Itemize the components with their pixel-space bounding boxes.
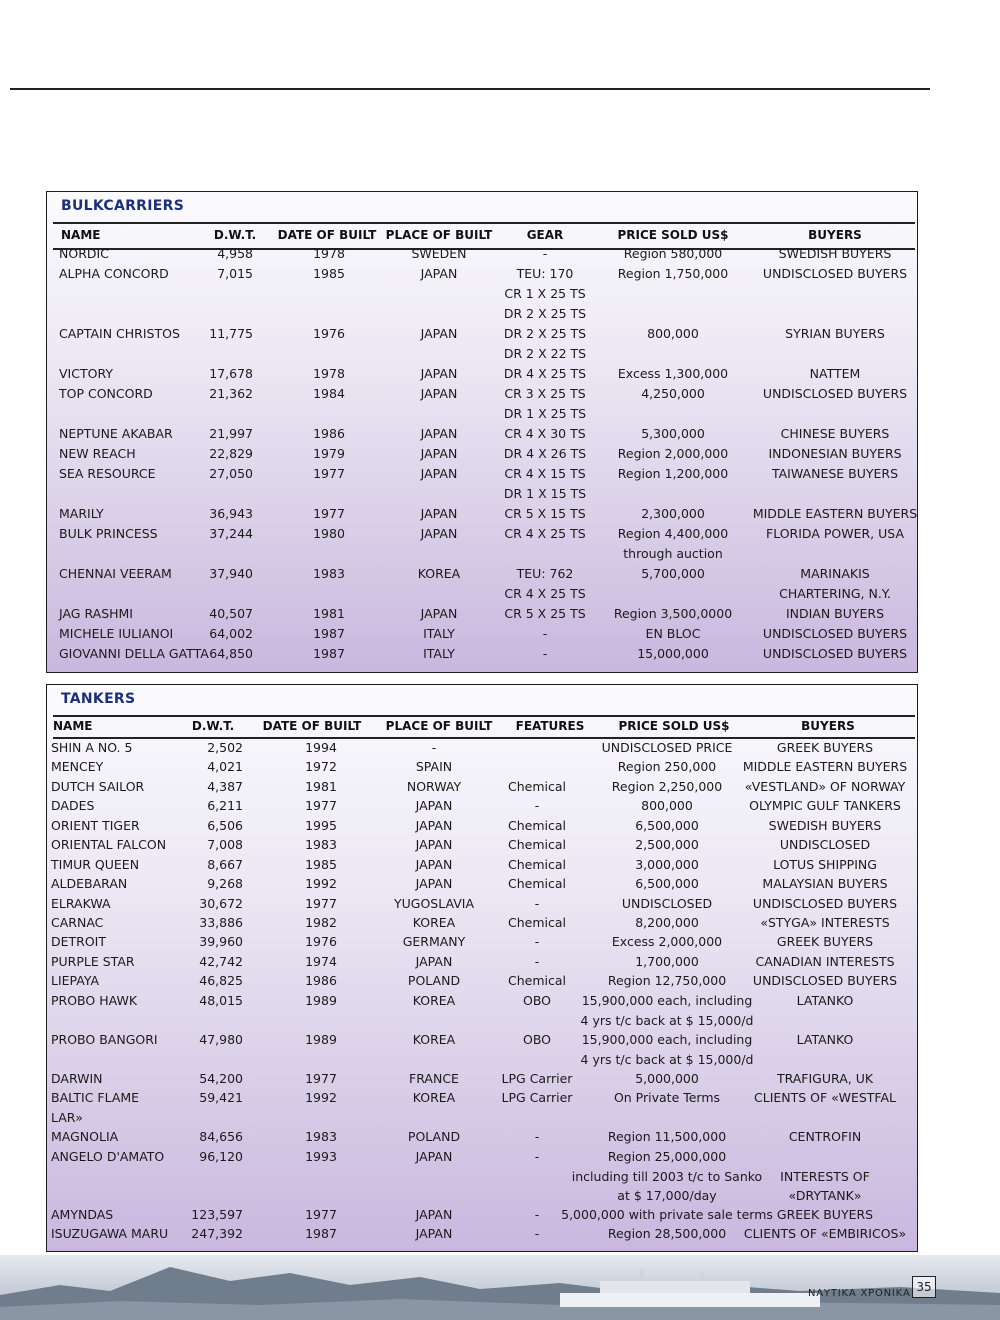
place-cell: JAPAN <box>415 1149 453 1164</box>
price-cell: 15,900,000 each, including <box>581 993 753 1008</box>
buyers-cell: GREEK BUYERS <box>776 740 874 755</box>
place-cell: JAPAN <box>415 954 453 969</box>
gear-cell: DR 1 X 15 TS <box>503 486 587 501</box>
year-cell: 1992 <box>305 1090 337 1105</box>
buyers-cell: MIDDLE EASTERN BUYERS <box>742 759 908 774</box>
name-cell: VICTORY <box>59 366 113 381</box>
year-cell: 1995 <box>305 818 337 833</box>
year-cell: 1992 <box>305 876 337 891</box>
magazine-name: ΝΑΥΤΙΚΑ ΧΡΟΝΙΚΑ <box>808 1288 911 1299</box>
place-cell: JAPAN <box>420 266 458 281</box>
name-cell: PROBO BANGORI <box>51 1032 158 1047</box>
buyers-cell: OLYMPIC GULF TANKERS <box>749 798 901 813</box>
name-cell: DARWIN <box>51 1071 103 1086</box>
dwt-cell: 36,943 <box>209 506 253 521</box>
year-cell: 1977 <box>313 506 345 521</box>
title-rule <box>53 715 915 717</box>
page-number: 35 <box>912 1276 936 1298</box>
place-cell: KOREA <box>412 1032 456 1047</box>
name-cell: GIOVANNI DELLA GATTA <box>59 646 209 661</box>
price-cell: 6,500,000 <box>635 818 699 833</box>
place-cell: JAPAN <box>415 818 453 833</box>
year-cell: 1989 <box>305 993 337 1008</box>
name-cell: BULK PRINCESS <box>59 526 158 541</box>
name-cell: MARILY <box>59 506 104 521</box>
dwt-cell: 48,015 <box>199 993 243 1008</box>
dwt-cell: 30,672 <box>199 896 243 911</box>
gear-cell: CR 4 X 30 TS <box>504 426 586 441</box>
gear-cell: CR 3 X 25 TS <box>504 386 586 401</box>
name-cell: TIMUR QUEEN <box>51 857 140 872</box>
dwt-cell: 37,244 <box>209 526 253 541</box>
buyers-cell: UNDISCLOSED BUYERS <box>762 626 908 641</box>
price-cell: Excess 2,000,000 <box>611 934 723 949</box>
dwt-cell: 4,387 <box>207 779 243 794</box>
dwt-cell: 6,506 <box>207 818 243 833</box>
buyers-cell: «STYGA» INTERESTS <box>760 915 890 930</box>
buyers-cell: INTERESTS OF <box>780 1168 870 1184</box>
buyers-cell: INDONESIAN BUYERS <box>768 446 902 461</box>
gear-cell: - <box>542 246 548 261</box>
buyers-cell: MIDDLE EASTERN BUYERS <box>752 506 918 521</box>
buyers-cell: UNDISCLOSED BUYERS <box>762 386 908 401</box>
buyers-cell: «DRYTANK» <box>788 1188 862 1203</box>
dwt-cell: 96,120 <box>199 1149 243 1164</box>
buyers-cell: UNDISCLOSED BUYERS <box>752 973 898 988</box>
place-cell: JAPAN <box>420 366 458 381</box>
place-cell: JAPAN <box>420 426 458 441</box>
name-cell: SHIN A NO. 5 <box>51 740 133 755</box>
features-cell: - <box>534 954 540 969</box>
buyers-cell: SYRIAN BUYERS <box>785 326 885 341</box>
price-cell: Region 2,000,000 <box>617 446 729 461</box>
dwt-cell: 4,958 <box>217 246 253 261</box>
dwt-cell: 64,850 <box>209 646 253 661</box>
features-cell: - <box>534 934 540 949</box>
name-cell: ALDEBARAN <box>51 876 128 891</box>
column-header-buyers: BUYERS <box>808 228 862 242</box>
place-cell: ITALY <box>423 626 455 641</box>
buyers-cell: CHARTERING, N.Y. <box>779 586 891 601</box>
column-header-name: NAME <box>53 719 93 733</box>
dwt-cell: 6,211 <box>207 798 243 813</box>
place-cell: JAPAN <box>420 446 458 461</box>
price-cell: 5,000,000 <box>635 1071 699 1086</box>
buyers-cell: UNDISCLOSED BUYERS <box>762 646 908 661</box>
gear-cell: - <box>542 626 548 641</box>
price-cell: Region 1,200,000 <box>617 466 729 481</box>
name-cell: NEW REACH <box>59 446 136 461</box>
price-cell: UNDISCLOSED PRICE <box>601 740 733 755</box>
column-header-gear: GEAR <box>526 228 564 242</box>
buyers-cell: TAIWANESE BUYERS <box>771 466 899 481</box>
dwt-cell: 11,775 <box>209 326 253 341</box>
features-cell: - <box>534 798 540 813</box>
buyers-cell: UNDISCLOSED BUYERS <box>752 896 898 911</box>
gear-cell: DR 4 X 25 TS <box>503 366 587 381</box>
price-cell: Region 250,000 <box>617 759 717 774</box>
place-cell: ITALY <box>423 646 455 661</box>
buyers-cell: TRAFIGURA, UK <box>776 1071 874 1086</box>
features-cell: OBO <box>522 993 552 1008</box>
features-cell: Chemical <box>508 779 566 794</box>
price-cell: Excess 1,300,000 <box>617 366 729 381</box>
price-cell: UNDISCLOSED <box>621 896 713 911</box>
name-cell: TOP CONCORD <box>59 386 153 401</box>
year-cell: 1980 <box>313 526 345 541</box>
place-cell: GERMANY <box>402 934 466 949</box>
year-cell: 1985 <box>313 266 345 281</box>
dwt-cell: 2,502 <box>207 740 243 755</box>
buyers-cell: GREEK BUYERS <box>776 934 874 949</box>
place-cell: YUGOSLAVIA <box>393 896 475 911</box>
gear-cell: TEU: 170 <box>516 266 574 281</box>
name-cell: LIEPAYA <box>51 973 100 988</box>
buyers-cell: CANADIAN INTERESTS <box>755 954 895 969</box>
buyers-cell: MALAYSIAN BUYERS <box>762 876 888 891</box>
dwt-cell: 47,980 <box>199 1032 243 1047</box>
name-cell: AMYNDAS <box>51 1207 114 1222</box>
place-cell: JAPAN <box>415 857 453 872</box>
year-cell: 1987 <box>305 1226 337 1241</box>
gear-cell: CR 4 X 25 TS <box>504 586 586 601</box>
gear-cell: TEU: 762 <box>516 566 574 581</box>
place-cell: JAPAN <box>415 837 453 852</box>
gear-cell: DR 2 X 22 TS <box>503 346 587 361</box>
price-cell: 2,300,000 <box>641 506 705 521</box>
features-cell: Chemical <box>508 837 566 852</box>
features-cell: - <box>534 1207 540 1222</box>
dwt-cell: 123,597 <box>191 1207 243 1222</box>
place-cell: KOREA <box>412 1090 456 1105</box>
price-cell: 800,000 <box>647 326 699 341</box>
features-cell: Chemical <box>508 973 566 988</box>
dwt-cell: 39,960 <box>199 934 243 949</box>
year-cell: 1983 <box>305 837 337 852</box>
price-cell: 4 yrs t/c back at $ 15,000/d <box>580 1012 754 1028</box>
features-cell: - <box>534 1129 540 1144</box>
price-cell: Region 1,750,000 <box>617 266 729 281</box>
bulkcarriers-table <box>46 191 918 673</box>
year-cell: 1977 <box>305 798 337 813</box>
dwt-cell: 21,362 <box>209 386 253 401</box>
year-cell: 1977 <box>305 1071 337 1086</box>
dwt-cell: 37,940 <box>209 566 253 581</box>
name-cell: ORIENT TIGER <box>51 818 140 833</box>
place-cell: SWEDEN <box>411 246 467 261</box>
year-cell: 1981 <box>305 779 337 794</box>
features-cell: - <box>534 1149 540 1164</box>
gear-cell: CR 5 X 25 TS <box>504 606 586 621</box>
price-cell: Region 28,500,000 <box>607 1226 727 1241</box>
place-cell: FRANCE <box>409 1071 459 1086</box>
name-cell: CARNAC <box>51 915 104 930</box>
name-cell: JAG RASHMI <box>59 606 133 621</box>
name-cell: ORIENTAL FALCON <box>51 837 167 852</box>
buyers-cell: LATANKO <box>796 993 854 1008</box>
buyers-cell: GREEK BUYERS <box>776 1207 874 1222</box>
features-cell: Chemical <box>508 818 566 833</box>
buyers-cell: CLIENTS OF «WESTFAL <box>754 1090 896 1105</box>
section-title: BULKCARRIERS <box>61 198 185 214</box>
place-cell: JAPAN <box>420 526 458 541</box>
price-cell: 4 yrs t/c back at $ 15,000/d <box>580 1051 754 1067</box>
year-cell: 1983 <box>313 566 345 581</box>
year-cell: 1993 <box>305 1149 337 1164</box>
year-cell: 1977 <box>305 896 337 911</box>
price-cell: EN BLOC <box>645 626 701 641</box>
name-cell: ANGELO D'AMATO <box>51 1149 165 1164</box>
column-header-place: PLACE OF BUILT <box>385 719 493 733</box>
dwt-cell: 33,886 <box>199 915 243 930</box>
year-cell: 1987 <box>313 646 345 661</box>
name-cell: CAPTAIN CHRISTOS <box>59 326 180 341</box>
year-cell: 1986 <box>313 426 345 441</box>
year-cell: 1978 <box>313 246 345 261</box>
gear-cell: DR 4 X 26 TS <box>503 446 587 461</box>
price-cell: 5,300,000 <box>641 426 705 441</box>
price-cell: including till 2003 t/c to Sanko <box>571 1168 763 1184</box>
place-cell: NORWAY <box>406 779 462 794</box>
dwt-cell: 27,050 <box>209 466 253 481</box>
price-cell: 8,200,000 <box>635 915 699 930</box>
place-cell: JAPAN <box>415 876 453 891</box>
dwt-cell: 42,742 <box>199 954 243 969</box>
year-cell: 1985 <box>305 857 337 872</box>
place-cell: - <box>431 740 437 755</box>
year-cell: 1982 <box>305 915 337 930</box>
dwt-cell: 54,200 <box>199 1071 243 1086</box>
column-header-buyers: BUYERS <box>801 719 855 733</box>
gear-cell: DR 2 X 25 TS <box>503 326 587 341</box>
name-cell: DETROIT <box>51 934 107 949</box>
buyers-cell: «VESTLAND» OF NORWAY <box>744 779 906 794</box>
buyers-cell: LOTUS SHIPPING <box>773 857 877 872</box>
year-cell: 1984 <box>313 386 345 401</box>
tankers-table <box>46 684 918 1252</box>
price-cell: 800,000 <box>641 798 693 813</box>
buyers-cell: NATTEM <box>809 366 861 381</box>
column-header-year: DATE OF BUILT <box>262 719 362 733</box>
column-header-features: FEATURES <box>515 719 585 733</box>
name-cell: NORDIC <box>59 246 109 261</box>
buyers-cell: UNDISCLOSED <box>779 837 871 852</box>
name-cell: CHENNAI VEERAM <box>59 566 172 581</box>
column-header-dwt: D.W.T. <box>191 719 235 733</box>
name-cell: PROBO HAWK <box>51 993 138 1008</box>
dwt-cell: 64,002 <box>209 626 253 641</box>
year-cell: 1986 <box>305 973 337 988</box>
dwt-cell: 46,825 <box>199 973 243 988</box>
price-cell: 5,000,000 with private sale terms <box>561 1207 773 1222</box>
name-cell: LAR» <box>51 1109 83 1125</box>
year-cell: 1976 <box>313 326 345 341</box>
buyers-cell: CHINESE BUYERS <box>780 426 890 441</box>
year-cell: 1978 <box>313 366 345 381</box>
price-cell: On Private Terms <box>613 1090 721 1105</box>
features-cell: - <box>534 1226 540 1241</box>
buyers-cell: LATANKO <box>796 1032 854 1047</box>
price-cell: Region 2,250,000 <box>611 779 723 794</box>
gear-cell: CR 4 X 15 TS <box>504 466 586 481</box>
name-cell: ELRAKWA <box>51 896 111 911</box>
dwt-cell: 40,507 <box>209 606 253 621</box>
place-cell: JAPAN <box>420 386 458 401</box>
price-cell: 2,500,000 <box>635 837 699 852</box>
header-rule <box>53 737 915 739</box>
year-cell: 1974 <box>305 954 337 969</box>
column-header-price: PRICE SOLD US$ <box>617 228 729 242</box>
dwt-cell: 22,829 <box>209 446 253 461</box>
buyers-cell: SWEDISH BUYERS <box>778 246 892 261</box>
place-cell: KOREA <box>412 993 456 1008</box>
price-cell: 1,700,000 <box>635 954 699 969</box>
price-cell: 6,500,000 <box>635 876 699 891</box>
year-cell: 1989 <box>305 1032 337 1047</box>
column-header-dwt: D.W.T. <box>213 228 257 242</box>
dwt-cell: 7,015 <box>217 266 253 281</box>
place-cell: KOREA <box>412 915 456 930</box>
price-cell: Region 25,000,000 <box>607 1149 727 1164</box>
top-rule <box>10 88 930 90</box>
features-cell: LPG Carrier <box>501 1090 573 1105</box>
gear-cell: DR 2 X 25 TS <box>503 306 587 321</box>
dwt-cell: 84,656 <box>199 1129 243 1144</box>
place-cell: JAPAN <box>415 1226 453 1241</box>
price-cell: Region 12,750,000 <box>607 973 727 988</box>
gear-cell: CR 1 X 25 TS <box>504 286 586 301</box>
year-cell: 1976 <box>305 934 337 949</box>
dwt-cell: 7,008 <box>207 837 243 852</box>
name-cell: PURPLE STAR <box>51 954 135 969</box>
dwt-cell: 8,667 <box>207 857 243 872</box>
column-header-price: PRICE SOLD US$ <box>618 719 730 733</box>
price-cell: 3,000,000 <box>635 857 699 872</box>
year-cell: 1977 <box>313 466 345 481</box>
buyers-cell: SWEDISH BUYERS <box>768 818 882 833</box>
title-rule <box>53 222 915 224</box>
dwt-cell: 17,678 <box>209 366 253 381</box>
column-header-year: DATE OF BUILT <box>277 228 377 242</box>
features-cell: Chemical <box>508 876 566 891</box>
name-cell: NEPTUNE AKABAR <box>59 426 173 441</box>
place-cell: JAPAN <box>420 466 458 481</box>
features-cell: OBO <box>522 1032 552 1047</box>
price-cell: Region 580,000 <box>623 246 723 261</box>
year-cell: 1994 <box>305 740 337 755</box>
gear-cell: - <box>542 646 548 661</box>
buyers-cell: CLIENTS OF «EMBIRICOS» <box>743 1226 907 1241</box>
dwt-cell: 21,997 <box>209 426 253 441</box>
buyers-cell: INDIAN BUYERS <box>785 606 885 621</box>
section-title: TANKERS <box>61 691 136 707</box>
place-cell: POLAND <box>407 973 461 988</box>
buyers-cell: UNDISCLOSED BUYERS <box>762 266 908 281</box>
gear-cell: CR 4 X 25 TS <box>504 526 586 541</box>
name-cell: MENCEY <box>51 759 104 774</box>
column-header-name: NAME <box>61 228 101 242</box>
name-cell: DADES <box>51 798 95 813</box>
year-cell: 1983 <box>305 1129 337 1144</box>
price-cell: 4,250,000 <box>641 386 705 401</box>
buyers-cell: FLORIDA POWER, USA <box>766 526 904 541</box>
year-cell: 1979 <box>313 446 345 461</box>
price-cell: 15,000,000 <box>637 646 709 661</box>
name-cell: MICHELE IULIANOI <box>59 626 174 641</box>
dwt-cell: 247,392 <box>191 1226 243 1241</box>
column-header-place: PLACE OF BUILT <box>385 228 493 242</box>
price-cell: Region 4,400,000 <box>617 526 729 541</box>
place-cell: SPAIN <box>415 759 453 774</box>
name-cell: DUTCH SAILOR <box>51 779 145 794</box>
place-cell: JAPAN <box>420 326 458 341</box>
name-cell: ISUZUGAWA MARU <box>51 1226 169 1241</box>
features-cell: Chemical <box>508 857 566 872</box>
buyers-cell: MARINAKIS <box>800 566 870 581</box>
price-cell: 5,700,000 <box>641 566 705 581</box>
year-cell: 1981 <box>313 606 345 621</box>
name-cell: ALPHA CONCORD <box>59 266 169 281</box>
buyers-cell: CENTROFIN <box>788 1129 862 1144</box>
price-cell: at $ 17,000/day <box>617 1188 717 1203</box>
price-cell: Region 11,500,000 <box>607 1129 727 1144</box>
name-cell: SEA RESOURCE <box>59 466 156 481</box>
dwt-cell: 9,268 <box>207 876 243 891</box>
year-cell: 1987 <box>313 626 345 641</box>
place-cell: JAPAN <box>415 798 453 813</box>
features-cell: LPG Carrier <box>501 1071 573 1086</box>
year-cell: 1977 <box>305 1207 337 1222</box>
place-cell: JAPAN <box>415 1207 453 1222</box>
price-cell: Region 3,500,0000 <box>613 606 733 621</box>
name-cell: MAGNOLIA <box>51 1129 119 1144</box>
features-cell: Chemical <box>508 915 566 930</box>
price-cell: through auction <box>623 546 723 561</box>
features-cell: - <box>534 896 540 911</box>
gear-cell: CR 5 X 15 TS <box>504 506 586 521</box>
place-cell: POLAND <box>407 1129 461 1144</box>
price-cell: 15,900,000 each, including <box>581 1032 753 1047</box>
name-cell: BALTIC FLAME <box>51 1090 140 1105</box>
dwt-cell: 4,021 <box>207 759 243 774</box>
gear-cell: DR 1 X 25 TS <box>503 406 587 421</box>
place-cell: JAPAN <box>420 506 458 521</box>
dwt-cell: 59,421 <box>199 1090 243 1105</box>
year-cell: 1972 <box>305 759 337 774</box>
place-cell: KOREA <box>417 566 461 581</box>
place-cell: JAPAN <box>420 606 458 621</box>
